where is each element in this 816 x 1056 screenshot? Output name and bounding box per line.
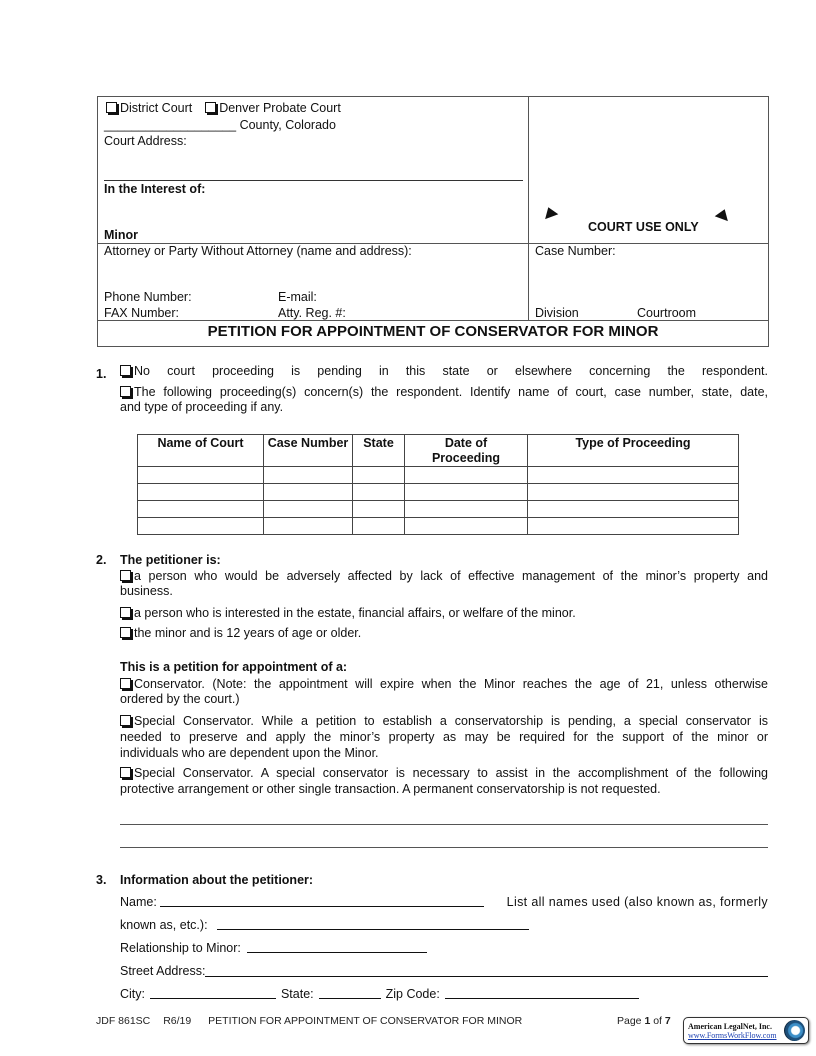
section-1-option-no-proceeding[interactable]: No court proceeding is pending in this state or elsewhere concerning the respondent. [120, 364, 768, 378]
table-cell[interactable] [264, 501, 353, 518]
proceedings-table [137, 434, 739, 535]
phone-label: Phone Number: [104, 290, 192, 304]
table-row [138, 518, 739, 535]
special-conservator-transaction-checkbox[interactable] [120, 767, 131, 778]
division-label: Division [535, 306, 579, 320]
email-label: E-mail: [278, 290, 317, 304]
page-total: 7 [664, 1015, 671, 1027]
vendor-name: American LegalNet, Inc. [688, 1022, 772, 1031]
aka-text: List all names used (also known as, formerly [506, 895, 768, 909]
city-label: City: [120, 987, 145, 1001]
name-field[interactable] [160, 895, 484, 907]
petitioner-option-adversely-affected[interactable]: a person who would be adversely affected by lack of effective management of the minor’s property and business. [120, 569, 768, 598]
caption-divider-vertical [528, 96, 529, 320]
aka-field[interactable] [217, 918, 529, 930]
state-label: State: [280, 987, 314, 1001]
court-selection [106, 101, 341, 115]
section-2-number: 2. [96, 553, 107, 567]
table-cell[interactable] [528, 501, 739, 518]
table-row [138, 467, 739, 484]
district-court-checkbox[interactable] [106, 102, 117, 113]
col-state: State [353, 435, 405, 467]
district-court-option[interactable]: District Court [106, 101, 192, 115]
table-cell[interactable] [353, 484, 405, 501]
table-cell[interactable] [528, 518, 739, 535]
attorney-label: Attorney or Party Without Attorney (name and address): [104, 244, 412, 258]
form-title: PETITION FOR APPOINTMENT OF CONSERVATOR FOR MINOR [207, 323, 659, 340]
table-cell[interactable] [264, 467, 353, 484]
appointment-option-conservator[interactable]: Conservator. (Note: the appointment will expire when the Minor reaches the age of 21, unless otherwise ordered by the court.) [120, 677, 768, 706]
relationship-row [120, 941, 427, 955]
table-cell[interactable] [405, 467, 528, 484]
petitioner-option-interested-person[interactable]: a person who is interested in the estate, financial affairs, or welfare of the minor. [120, 606, 576, 620]
interested-person-checkbox[interactable] [120, 607, 131, 618]
courtroom-label: Courtroom [637, 306, 697, 320]
table-cell[interactable] [528, 467, 739, 484]
relationship-field[interactable] [247, 941, 427, 953]
table-cell[interactable] [264, 518, 353, 535]
caption-divider-h2 [97, 320, 769, 321]
aka-row [120, 918, 529, 932]
no-proceeding-checkbox[interactable] [120, 365, 131, 376]
appointment-option-special-conservator-transaction[interactable]: Special Conservator. A special conservator is necessary to assist in the accomplishment of the following protective arrangement or other single transaction. A permanent conservatorship is not requested. [120, 766, 768, 796]
street-field[interactable] [205, 964, 768, 977]
page-current: 1 [644, 1015, 651, 1027]
vendor-logo-icon [784, 1020, 805, 1041]
section-2-heading: The petitioner is: [120, 553, 221, 567]
court-address-label: Court Address: [104, 134, 187, 148]
vendor-badge[interactable] [683, 1017, 809, 1044]
county-blank[interactable]: ___________________ [104, 118, 237, 132]
table-cell[interactable] [353, 518, 405, 535]
name-row [120, 895, 768, 909]
table-cell[interactable] [405, 484, 528, 501]
vendor-url[interactable]: www.FormsWorkFlow.com [688, 1031, 777, 1040]
city-state-zip-row [120, 987, 639, 1001]
table-header-row [138, 435, 739, 467]
petitioner-option-minor[interactable]: the minor and is 12 years of age or older. [120, 626, 361, 640]
table-row [138, 501, 739, 518]
adversely-affected-checkbox[interactable] [120, 570, 131, 581]
table-cell[interactable] [353, 501, 405, 518]
col-date-of-proceeding: Date of Proceeding [405, 435, 528, 467]
table-row [138, 484, 739, 501]
denver-probate-court-option[interactable]: Denver Probate Court [205, 101, 341, 115]
special-conservator-pending-checkbox[interactable] [120, 715, 131, 726]
denver-probate-court-checkbox[interactable] [205, 102, 216, 113]
transaction-description-line-1[interactable] [120, 824, 768, 825]
table-cell[interactable] [138, 484, 264, 501]
page-indicator: Page 1 of 7 [617, 1015, 671, 1027]
form-id: JDF 861SC [96, 1015, 151, 1027]
table-cell[interactable] [405, 501, 528, 518]
col-type-of-proceeding: Type of Proceeding [528, 435, 739, 467]
in-the-interest-label: In the Interest of: [104, 182, 206, 196]
section-1-option-proceedings[interactable]: The following proceeding(s) concern(s) the respondent. Identify name of court, case number, state, date, and type of proceeding if any. [120, 385, 768, 414]
relationship-label: Relationship to Minor: [120, 941, 241, 955]
minor-12-or-older-checkbox[interactable] [120, 627, 131, 638]
table-cell[interactable] [138, 467, 264, 484]
aka-label: known as, etc.): [120, 918, 208, 932]
minor-label: Minor [104, 228, 139, 242]
appointment-option-special-conservator-pending[interactable]: Special Conservator. While a petition to establish a conservatorship is pending, a special conservator is needed to preserve and apply the minor’s property as may be required for the support of the minor or individuals who are dependent upon the Minor. [120, 714, 768, 760]
city-field[interactable] [150, 987, 276, 999]
court-address-underline [104, 180, 523, 181]
table-cell[interactable] [405, 518, 528, 535]
footer [96, 1015, 522, 1027]
name-label: Name: [120, 895, 157, 909]
table-cell[interactable] [264, 484, 353, 501]
street-row [120, 964, 768, 978]
table-cell[interactable] [138, 518, 264, 535]
section-3-number: 3. [96, 873, 107, 887]
col-name-of-court: Name of Court [138, 435, 264, 467]
form-revision: R6/19 [163, 1015, 192, 1027]
county-label: County, Colorado [239, 118, 336, 132]
table-cell[interactable] [353, 467, 405, 484]
county-line [104, 118, 336, 132]
zip-field[interactable] [445, 987, 639, 999]
section-3-heading: Information about the petitioner: [120, 873, 314, 887]
proceedings-exist-checkbox[interactable] [120, 386, 131, 397]
table-cell[interactable] [528, 484, 739, 501]
state-field[interactable] [319, 987, 381, 999]
fax-label: FAX Number: [104, 306, 180, 320]
footer-form-title: PETITION FOR APPOINTMENT OF CONSERVATOR FOR MINOR [208, 1015, 523, 1027]
street-label: Street Address: [120, 964, 206, 978]
col-case-number: Case Number [264, 435, 353, 467]
section-1-number: 1. [96, 367, 107, 381]
atty-reg-label: Atty. Reg. #: [278, 306, 346, 320]
court-use-only-label: COURT USE ONLY [588, 220, 699, 234]
transaction-description-line-2[interactable] [120, 847, 768, 848]
conservator-checkbox[interactable] [120, 678, 131, 689]
zip-label: Zip Code: [385, 987, 440, 1001]
appointment-heading: This is a petition for appointment of a: [120, 660, 348, 674]
table-cell[interactable] [138, 501, 264, 518]
case-number-label: Case Number: [535, 244, 616, 258]
